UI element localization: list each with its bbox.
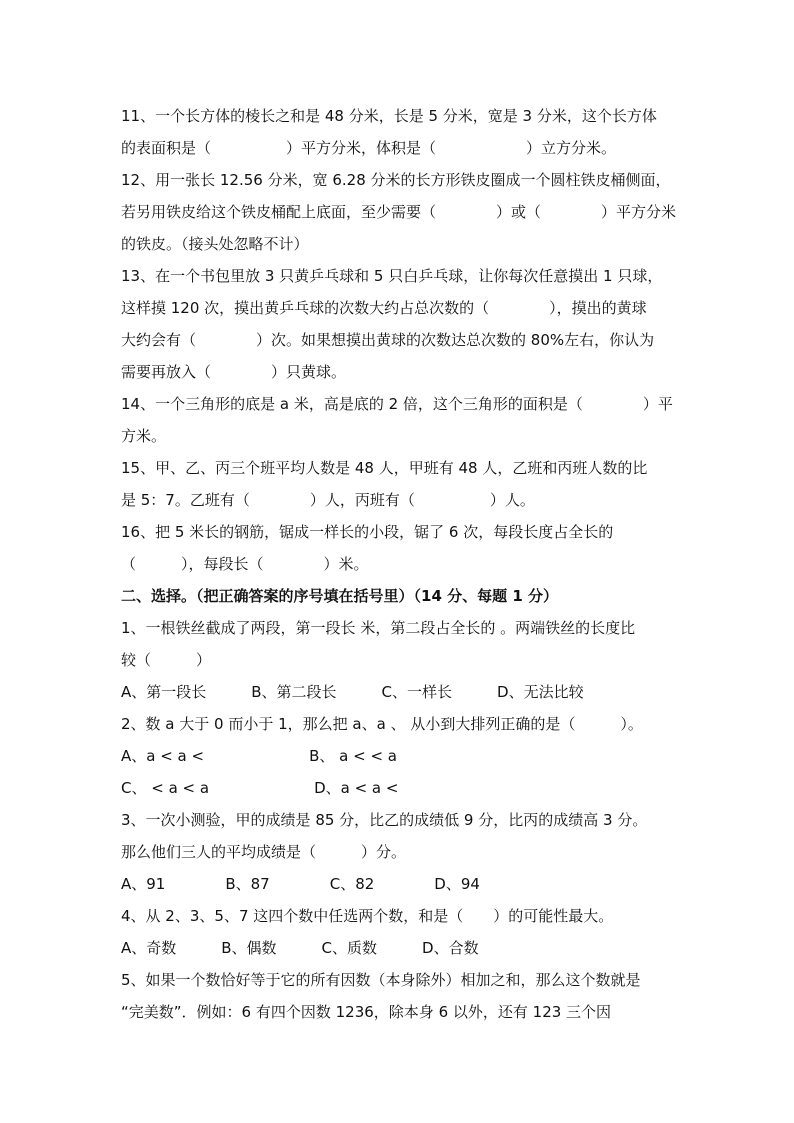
choice2-line-1: 2、数 a 大于 0 而小于 1，那么把 a、a 、 从小到大排列正确的是（ ）。 — [121, 715, 643, 733]
q11-line-1: 11、一个长方体的棱长之和是 48 分米，长是 5 分米，宽是 3 分米，这个长方体 — [121, 107, 657, 125]
choice2-options-ab: A、a < a < B、 a < < a — [121, 747, 397, 765]
q12-line-3: 的铁皮。（接头处忽略不计） — [121, 235, 309, 253]
q13-line-1: 13、在一个书包里放 3 只黄乒乓球和 5 只白乒乓球，让你每次任意摸出 1 只球， — [121, 267, 663, 285]
choice1-line-2: 较（ ） — [121, 651, 212, 669]
q16-line-2: （ ），每段长（ ）米。 — [121, 555, 369, 573]
q15-line-2: 是 5：7。乙班有（ ）人，丙班有（ ）人。 — [121, 491, 535, 509]
choice3-line-1: 3、一次小测验，甲的成绩是 85 分，比乙的成绩低 9 分，比丙的成绩高 3 分。 — [121, 811, 648, 829]
choice4-options: A、奇数 B、偶数 C、质数 D、合数 — [121, 939, 479, 957]
choice3-line-2: 那么他们三人的平均成绩是（ ）分。 — [121, 843, 407, 861]
q13-line-2: 这样摸 120 次，摸出黄乒乓球的次数大约占总次数的（ ），摸出的黄球 — [121, 299, 647, 317]
choice3-options: A、91 B、87 C、82 D、94 — [121, 875, 480, 893]
choice4-line-1: 4、从 2、3、5、7 这四个数中任选两个数，和是（ ）的可能性最大。 — [121, 907, 614, 925]
choice5-line-1: 5、如果一个数恰好等于它的所有因数（本身除外）相加之和，那么这个数就是 — [121, 971, 641, 989]
q14-line-2: 方米。 — [121, 427, 167, 445]
choice5-line-2: “完美数”．例如：6 有四个因数 1236，除本身 6 以外，还有 123 三个因 — [121, 1003, 612, 1021]
section-heading-choice: 二、选择。（把正确答案的序号填在括号里）（14 分、每题 1 分） — [121, 587, 558, 605]
choice1-line-1: 1、一根铁丝截成了两段，第一段长 米，第二段占全长的 。两端铁丝的长度比 — [121, 619, 636, 637]
q12-line-1: 12、用一张长 12.56 分米，宽 6.28 分米的长方形铁皮圈成一个圆柱铁皮桶侧面， — [121, 171, 671, 189]
q16-line-1: 16、把 5 米长的钢筋，锯成一样长的小段，锯了 6 次，每段长度占全长的 — [121, 523, 614, 541]
q15-line-1: 15、甲、乙、丙三个班平均人数是 48 人，甲班有 48 人，乙班和丙班人数的比 — [121, 459, 648, 477]
q13-line-4: 需要再放入（ ）只黄球。 — [121, 363, 347, 381]
q12-line-2: 若另用铁皮给这个铁皮桶配上底面，至少需要（ ）或（ ）平方分米 — [121, 203, 677, 221]
q11-line-2: 的表面积是（ ）平方分米，体积是（ ）立方分米。 — [121, 139, 617, 157]
q13-line-3: 大约会有（ ）次。如果想摸出黄球的次数达总次数的 80%左右，你认为 — [121, 331, 655, 349]
choice2-options-cd: C、 < a < a D、a < a < — [121, 779, 399, 797]
q14-line-1: 14、一个三角形的底是 a 米，高是底的 2 倍，这个三角形的面积是（ ）平 — [121, 395, 673, 413]
choice1-options: A、第一段长 B、第二段长 C、一样长 D、无法比较 — [121, 683, 584, 701]
